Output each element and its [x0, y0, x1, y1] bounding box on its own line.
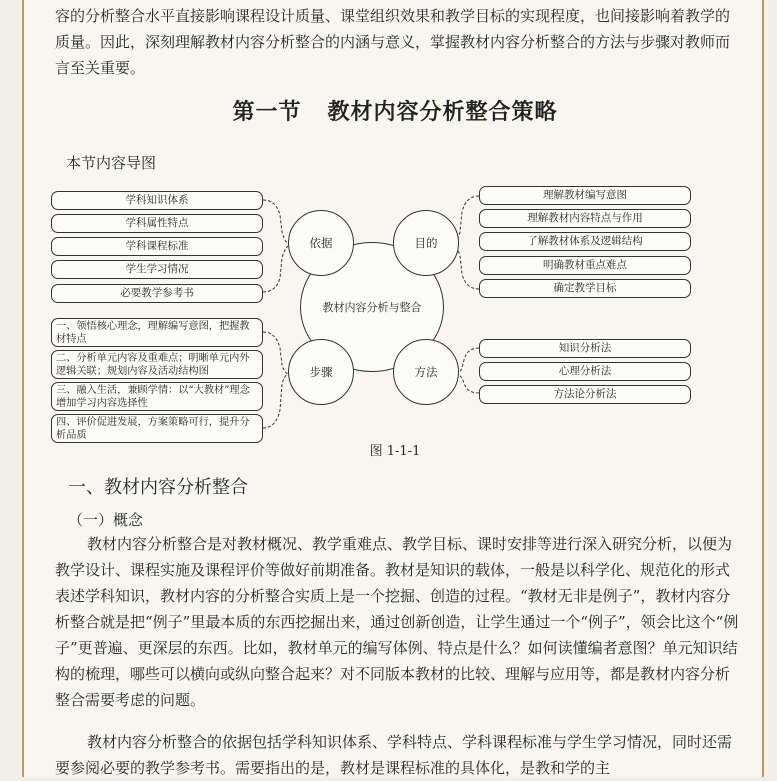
method-item-3: 方法论分析法 [479, 385, 691, 404]
basis-item-4: 学生学习情况 [51, 260, 263, 279]
section-number: 第一节 [232, 100, 302, 125]
goal-item-1: 理解教材编写意图 [479, 186, 691, 205]
basis-item-5: 必要教学参考书 [51, 284, 263, 303]
body-paragraph-2: 教材内容分析整合的依据包括学科知识体系、学科特点、学科课程标准与学生学习情况，同时还需要参阅必要的教学参考书。需要指出的是，教材是课程标准的具体化，是教和学的主 [55, 733, 733, 777]
steps-item-4: 四、评价促进发展，方案策略可行，提升分析品质 [51, 414, 263, 443]
body-paragraph-1: 教材内容分析整合是对教材概况、教学重难点、教学目标、课时安排等进行深入研究分析，以便为教学设计、课程实施及课程评价等做好前期准备。教材是知识的载体，一般是以科学化、规范化的形式表述学科知识，教材内容的分析整合实质上是一个挖掘、创造的过程。“教材无非是例子”，教材内容分析整合就是把“例子”里最本质的东西挖掘出来，通过创新创造，让学生通过一个“例子”，领会比这个“例子”更普遍、更深层的东西。比如，教材单元的编写体例、特点是什么？如何读懂编者意图？单元知识结构的梳理，哪些可以横向或纵向整合起来？对不同版本教材的比较、理解与应用等，都是教材内容分析整合需要考虑的问题。 [55, 535, 739, 709]
section-name: 教材内容分析整合策略 [327, 100, 558, 125]
steps-item-2: 二、分析单元内容及重难点；明晰单元内外逻辑关联；规划内容及活动结构图 [51, 350, 263, 379]
intro-paragraph: 容的分析整合水平直接影响课程设计质量、课堂组织效果和教学目标的实现程度，也间接影响着教学的质量。因此，深刻理解教材内容分析整合的内涵与意义，掌握教材内容分析整合的方法与步骤对教师而言至关重要。 [55, 7, 731, 77]
method-item-1: 知识分析法 [479, 339, 691, 358]
method-item-2: 心理分析法 [479, 362, 691, 381]
basis-item-3: 学科课程标准 [51, 237, 263, 256]
goal-item-3: 了解教材体系及逻辑结构 [479, 232, 691, 251]
goal-item-2: 理解教材内容特点与作用 [479, 209, 691, 228]
goal-item-4: 明确教材重点难点 [479, 256, 691, 275]
book-page [22, 0, 764, 777]
mindmap-node-goal: 目的 [393, 210, 459, 276]
steps-item-1: 一、领悟核心理念，理解编写意图，把握教材特点 [51, 318, 263, 347]
mindmap-center-node: 教材内容分析与整合 [300, 242, 444, 372]
heading-level-1: 一、教材内容分析整合 [68, 477, 248, 498]
mindmap-node-basis: 依据 [288, 210, 354, 276]
mindmap-label: 本节内容导图 [66, 154, 157, 172]
basis-item-2: 学科属性特点 [51, 214, 263, 233]
goal-item-5: 确定教学目标 [479, 279, 691, 298]
mindmap-node-steps: 步骤 [288, 339, 354, 405]
mindmap-node-method: 方法 [393, 339, 459, 405]
steps-item-3: 三、融入生活，兼顾学情：以“大教材”理念增加学习内容选择性 [51, 382, 263, 411]
figure-caption: 图 1-1-1 [369, 444, 421, 459]
basis-item-1: 学科知识体系 [51, 191, 263, 210]
heading-level-2: （一）概念 [68, 511, 144, 529]
